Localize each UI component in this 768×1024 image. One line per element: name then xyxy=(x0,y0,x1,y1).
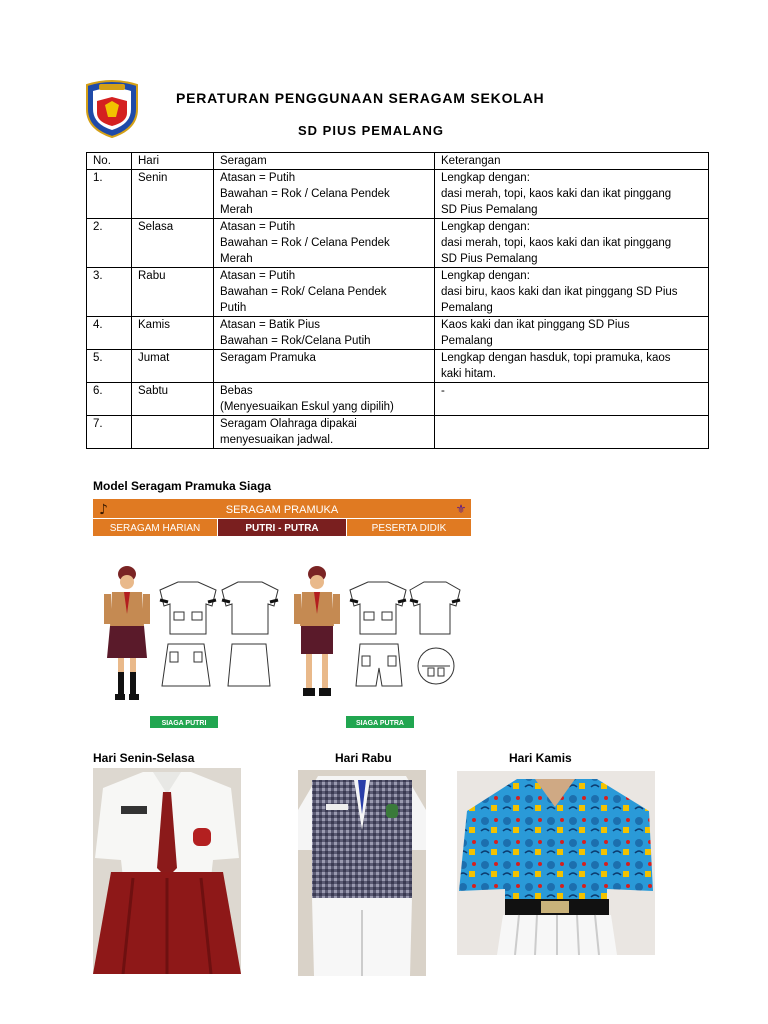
seragam-line: Seragam Pramuka xyxy=(220,352,316,364)
shorts-detail-sketch xyxy=(418,648,454,684)
cell-seragam xyxy=(214,350,435,383)
column-header-hari: Hari xyxy=(132,153,214,170)
page-title: PERATURAN PENGGUNAAN SERAGAM SEKOLAH xyxy=(176,90,545,106)
seragam-line: Putih xyxy=(220,302,247,314)
caption-kamis: Hari Kamis xyxy=(509,751,572,765)
seragam-line: (Menyesuaikan Eskul yang dipilih) xyxy=(220,401,394,413)
seragam-line: Atasan = Batik Pius xyxy=(220,319,321,331)
seragam-line: Seragam Olahraga dipakai xyxy=(220,418,357,430)
tunas-kelapa-icon: ⚜ xyxy=(455,502,467,516)
keterangan-line: Lengkap dengan: xyxy=(441,221,530,233)
cell-keterangan xyxy=(435,416,709,449)
table-row xyxy=(87,350,709,383)
shirt-back-sketch-2 xyxy=(410,582,460,634)
cell-seragam xyxy=(214,268,435,317)
cell-seragam xyxy=(214,416,435,449)
siaga-putra-figure xyxy=(294,566,340,696)
seragam-line: Bawahan = Rok / Celana Pendek xyxy=(220,188,390,200)
shirt-front-sketch-1 xyxy=(160,582,216,634)
music-note-icon: ♪ xyxy=(99,502,108,518)
cell-seragam xyxy=(214,170,435,219)
keterangan-line: SD Pius Pemalang xyxy=(441,204,538,216)
column-header-seragam: Seragam xyxy=(214,153,435,170)
cell-seragam xyxy=(214,383,435,416)
table-row xyxy=(87,416,709,449)
photo-rabu-uniform xyxy=(298,770,426,976)
shirt-front-sketch-2 xyxy=(350,582,406,634)
label-siaga-putra: SIAGA PUTRA xyxy=(356,720,404,727)
table-row xyxy=(87,268,709,317)
keterangan-line: kaki hitam. xyxy=(441,368,496,380)
cell-keterangan xyxy=(435,170,709,219)
banner-left: SERAGAM HARIAN xyxy=(109,523,201,534)
siaga-putri-figure xyxy=(104,566,150,700)
cell-hari: Jumat xyxy=(132,350,214,383)
uniform-rules-table xyxy=(86,152,709,449)
cell-no: 4. xyxy=(87,317,132,350)
table-row xyxy=(87,317,709,350)
cell-hari: Selasa xyxy=(132,219,214,268)
cell-no: 2. xyxy=(87,219,132,268)
seragam-line: Bebas xyxy=(220,385,253,397)
cell-no: 1. xyxy=(87,170,132,219)
photo-kamis-uniform xyxy=(457,771,655,955)
keterangan-line: Pemalang xyxy=(441,335,493,347)
shorts-sketch xyxy=(356,644,402,686)
column-header-no: No. xyxy=(87,153,132,170)
keterangan-line: - xyxy=(441,385,445,397)
keterangan-line: Lengkap dengan hasduk, topi pramuka, kaos xyxy=(441,352,671,364)
caption-senin-selasa: Hari Senin-Selasa xyxy=(93,751,195,765)
table-header-row xyxy=(87,153,709,170)
cell-hari xyxy=(132,416,214,449)
cell-hari: Kamis xyxy=(132,317,214,350)
cell-keterangan xyxy=(435,268,709,317)
keterangan-line: Pemalang xyxy=(441,302,493,314)
cell-keterangan xyxy=(435,383,709,416)
seragam-line: Bawahan = Rok / Celana Pendek xyxy=(220,237,390,249)
banner-right: PESERTA DIDIK xyxy=(371,523,447,534)
caption-rabu: Hari Rabu xyxy=(335,751,392,765)
cell-keterangan xyxy=(435,350,709,383)
cell-no: 7. xyxy=(87,416,132,449)
photo-senin-selasa-uniform xyxy=(93,768,241,974)
keterangan-line: dasi biru, kaos kaki dan ikat pinggang SD Pius xyxy=(441,286,678,298)
skirt-back-sketch-1 xyxy=(228,644,270,686)
cell-hari: Senin xyxy=(132,170,214,219)
page-subtitle: SD PIUS PEMALANG xyxy=(298,123,445,138)
shirt-back-sketch-1 xyxy=(222,582,278,634)
cell-keterangan xyxy=(435,317,709,350)
label-siaga-putri: SIAGA PUTRI xyxy=(161,720,207,727)
keterangan-line: Lengkap dengan: xyxy=(441,270,530,282)
seragam-line: Atasan = Putih xyxy=(220,221,296,233)
cell-no: 3. xyxy=(87,268,132,317)
keterangan-line: SD Pius Pemalang xyxy=(441,253,538,265)
cell-seragam xyxy=(214,317,435,350)
table-row xyxy=(87,383,709,416)
seragam-line: Atasan = Putih xyxy=(220,270,296,282)
keterangan-line: dasi merah, topi, kaos kaki dan ikat pinggang xyxy=(441,188,672,200)
banner-mid: PUTRI - PUTRA xyxy=(245,523,319,534)
cell-seragam xyxy=(214,219,435,268)
skirt-sketch-1 xyxy=(162,644,210,686)
cell-no: 5. xyxy=(87,350,132,383)
pramuka-uniform-illustration xyxy=(98,562,468,732)
seragam-line: Merah xyxy=(220,204,253,216)
column-header-keterangan: Keterangan xyxy=(435,153,709,170)
cell-no: 6. xyxy=(87,383,132,416)
pramuka-banner xyxy=(93,499,471,537)
cell-hari: Rabu xyxy=(132,268,214,317)
seragam-line: menyesuaikan jadwal. xyxy=(220,434,334,446)
keterangan-line: Kaos kaki dan ikat pinggang SD Pius xyxy=(441,319,630,331)
keterangan-line: Lengkap dengan: xyxy=(441,172,530,184)
keterangan-line: dasi merah, topi, kaos kaki dan ikat pinggang xyxy=(441,237,672,249)
seragam-line: Merah xyxy=(220,253,253,265)
school-logo-icon xyxy=(83,79,141,139)
cell-keterangan xyxy=(435,219,709,268)
seragam-line: Bawahan = Rok/ Celana Pendek xyxy=(220,286,387,298)
pramuka-caption: Model Seragam Pramuka Siaga xyxy=(93,479,272,493)
seragam-line: Bawahan = Rok/Celana Putih xyxy=(220,335,371,347)
table-row xyxy=(87,219,709,268)
table-row xyxy=(87,170,709,219)
seragam-line: Atasan = Putih xyxy=(220,172,296,184)
banner-title: SERAGAM PRAMUKA xyxy=(225,504,339,516)
cell-hari: Sabtu xyxy=(132,383,214,416)
